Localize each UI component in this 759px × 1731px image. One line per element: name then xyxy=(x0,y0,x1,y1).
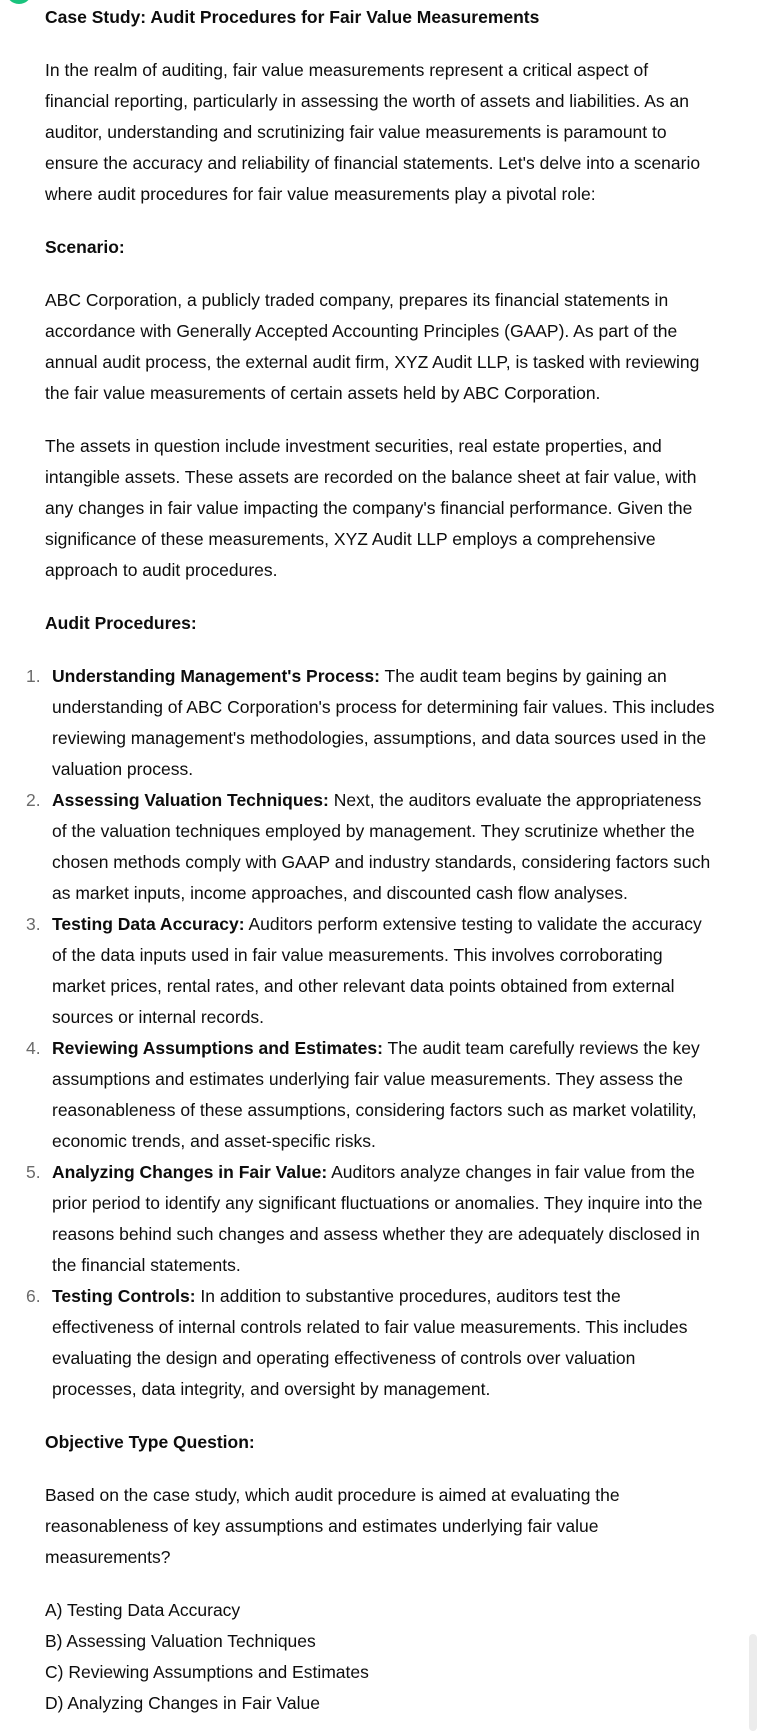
procedure-title: Understanding Management's Process: xyxy=(52,666,380,686)
scenario-paragraph-1: ABC Corporation, a publicly traded company, prepares its financial statements in accordance with Generally Accepted Accounting Principles (GAAP). As part of the annual audit process, the external audit firm, XYZ Audit LLP, is tasked with reviewing the fair value measurements of certain assets held by ABC Corporation. xyxy=(45,290,700,403)
question-heading: Objective Type Question: xyxy=(45,1432,255,1452)
procedure-text: The audit team carefully reviews the key assumptions and estimates underlying fair value measurements. They assess the reasonableness of these assumptions, considering factors such as market volatility, economic trends, and asset-specific risks. xyxy=(52,1038,700,1151)
procedure-title: Assessing Valuation Techniques: xyxy=(52,790,329,810)
answer-option: A) Testing Data Accuracy xyxy=(45,1600,241,1620)
list-number: 6. xyxy=(26,1286,41,1306)
scrollbar-thumb[interactable] xyxy=(749,1634,757,1731)
intro-paragraph: In the realm of auditing, fair value measurements represent a critical aspect of financial reporting, particularly in assessing the worth of assets and liabilities. As an auditor, understanding and scrutinizing fair value measurements is paramount to ensure the accuracy and reliability of financial statements. Let's delve into a scenario where audit procedures for fair value measurements play a pivotal role: xyxy=(45,60,701,204)
answer-option: C) Reviewing Assumptions and Estimates xyxy=(45,1662,369,1682)
assistant-avatar-icon xyxy=(6,0,32,4)
scenario-paragraph-2: The assets in question include investment securities, real estate properties, and intangible assets. These assets are recorded on the balance sheet at fair value, with any changes in fair value impacting the company's financial performance. Given the significance of these measurements, XYZ Audit LLP employs a comprehensive approach to audit procedures. xyxy=(45,436,697,580)
list-number: 4. xyxy=(26,1038,41,1058)
procedure-item xyxy=(26,909,715,1033)
procedures-list xyxy=(26,661,715,1405)
procedure-text: Auditors analyze changes in fair value from the prior period to identify any significant fluctuations or anomalies. They inquire into the reasons behind such changes and assess whether they are adequately disclosed in the financial statements. xyxy=(52,1162,703,1275)
list-number: 1. xyxy=(26,666,41,686)
procedure-text: Auditors perform extensive testing to validate the accuracy of the data inputs used in fair value measurements. This involves corroborating market prices, rental rates, and other relevant data points obtained from external sources or internal records. xyxy=(52,914,702,1027)
procedure-item xyxy=(26,661,715,785)
question-text: Based on the case study, which audit procedure is aimed at evaluating the reasonableness of key assumptions and estimates underlying fair value measurements? xyxy=(45,1485,620,1567)
procedure-title: Reviewing Assumptions and Estimates: xyxy=(52,1038,383,1058)
answer-option: B) Assessing Valuation Techniques xyxy=(45,1631,316,1651)
procedure-title: Testing Controls: xyxy=(52,1286,196,1306)
procedure-title: Testing Data Accuracy: xyxy=(52,914,245,934)
list-number: 2. xyxy=(26,790,41,810)
procedures-heading: Audit Procedures: xyxy=(45,613,197,633)
scenario-heading: Scenario: xyxy=(45,237,125,257)
list-number: 5. xyxy=(26,1162,41,1182)
procedure-item xyxy=(26,785,715,909)
procedure-item xyxy=(26,1033,715,1157)
page-title: Case Study: Audit Procedures for Fair Value Measurements xyxy=(45,7,540,27)
procedure-item xyxy=(26,1281,715,1405)
procedure-item xyxy=(26,1157,715,1281)
procedure-text: In addition to substantive procedures, auditors test the effectiveness of internal controls related to fair value measurements. This includes evaluating the design and operating effectiveness of controls over valuation processes, data integrity, and oversight by management. xyxy=(52,1286,688,1399)
message-content xyxy=(26,0,715,1719)
procedure-text: The audit team begins by gaining an understanding of ABC Corporation's process for determining fair values. This includes reviewing management's methodologies, assumptions, and data sources used in the valuation process. xyxy=(52,666,715,779)
list-number: 3. xyxy=(26,914,41,934)
procedure-text: Next, the auditors evaluate the appropriateness of the valuation techniques employed by management. They scrutinize whether the chosen methods comply with GAAP and industry standards, considering factors such as market inputs, income approaches, and discounted cash flow analyses. xyxy=(52,790,711,903)
answer-options xyxy=(45,1595,715,1719)
procedure-title: Analyzing Changes in Fair Value: xyxy=(52,1162,328,1182)
answer-option: D) Analyzing Changes in Fair Value xyxy=(45,1693,320,1713)
